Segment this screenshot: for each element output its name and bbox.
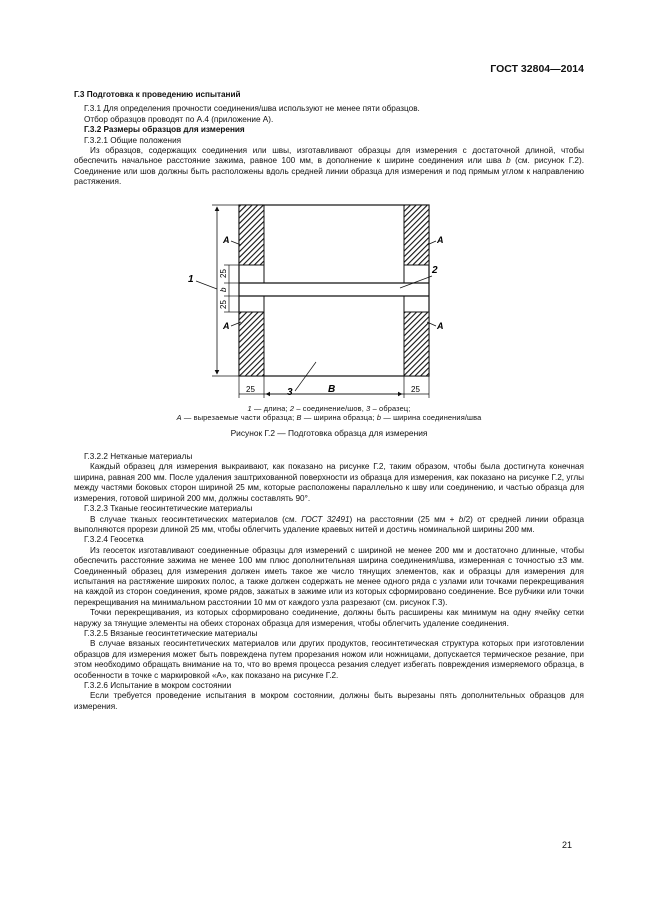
dim-label-bottom-left: 25 [246, 384, 255, 394]
label-a-bottom-left: A [223, 320, 230, 331]
legend-line-1: 1 — длина; 2 – соединение/шов, 3 – образец; [247, 403, 411, 413]
subsection-title-g323: Г.3.2.3 Тканые геосинтетические материалы [84, 504, 253, 514]
cutout-bottom-right [404, 312, 429, 376]
subsection-title-g325: Г.3.2.5 Вязаные геосинтетические материалы [84, 628, 258, 638]
paragraph-g31-a: Г.3.1 Для определения прочности соединения/шва используют не менее пяти образцов. [84, 104, 420, 114]
paragraph-g31-b: Отбор образцов проводят по А.4 (приложение А). [84, 114, 274, 124]
figure-label-1: 1 [188, 273, 194, 285]
subsection-title-g321: Г.3.2.1 Общие положения [84, 135, 182, 145]
paragraph-g323: В случае тканых геосинтетических материалов (см. ГОСТ 32491) на расстоянии (25 мм + b/2) от средней линии образца выполняются прорези длиной 25 мм, чтобы облегчить удаление краевых нитей и достичь номинальной ширины 200 мм. [74, 514, 585, 534]
figure-label-2: 2 [432, 264, 438, 276]
figure-caption: Рисунок Г.2 — Подготовка образца для измерения [230, 427, 428, 438]
specimen-diagram [74, 190, 584, 402]
subsection-title-g324: Г.3.2.4 Геосетка [84, 535, 144, 545]
paragraph-g322: Каждый образец для измерения выкраивают, как показано на рисунке Г.2, таким образом, чтобы была достигнута конечная ширина, равная 200 мм. После удаления заштрихованной поверхности из образца для измерения, как показано на рисунке Г.2, углы между частями боковых сторон шириной 25 мм, которые расположены параллельно к шву или соединению, и частью образца для измерения, готовой шириной 200 мм, должны составлять 90°. [74, 462, 584, 503]
document-header: ГОСТ 32804—2014 [490, 63, 584, 75]
paragraph-g326: Если требуется проведение испытания в мокром состоянии, должны быть вырезаны пять дополнительных образцов для измерения. [74, 691, 584, 711]
dim-label-left-bot: 25 [219, 299, 228, 309]
dim-label-left-top: 25 [219, 268, 228, 278]
cutout-bottom-left [239, 312, 264, 376]
paragraph-g324-2: Точки перекрещивания, из которых сформировано соединение, должны быть расширены как минимум на одну ячейку сетки наружу за тянущие элементы на обеих сторонах образца для измерения, чтобы облегчить удаление соединения. [74, 608, 584, 628]
subsection-title-g32: Г.3.2 Размеры образцов для измерения [84, 125, 245, 135]
dim-label-left-mid: b [219, 287, 228, 292]
figure-label-3: 3 [287, 386, 293, 398]
subsection-title-g326: Г.3.2.6 Испытание в мокром состоянии [84, 681, 232, 690]
paragraph-g324: Из геосеток изготавливают соединенные образцы для измерений с шириной не менее 200 мм и достаточно длинные, чтобы обеспечить расстояние зажима не менее 100 мм плюс дополнительная ширина соединения/шва, измеренная с точностью ±3 мм. Соединенный образец для измерения должен иметь такое же число тянущих элементов, как и образцы для измерения для испытания на растяжение широких полос, а также должен содержать не менее одного ряда с узлами или точками перекрещивания на каждой из сторон соединения, кроме рядов, зажатых в зажиме или из которых сформировано соединение. Все рубчики или точки перекрещивания на минимальном расстоянии 10 мм от каждого узла разрезают (см. рисунок Г.3). [74, 545, 584, 607]
dim-label-b: B [328, 383, 336, 395]
paragraph-g325: В случае вязаных геосинтетических материалов или других продуктов, геосинтетическая структура которых при изготовлении образцов для измерения может быть повреждена путем прорезания ножом или ножницами, допускается термическое резание, при этом необходимо обращать внимание на то, что во время процесса резания следует избегать повреждения измеряемого образца, в особенности в точке с маркировкой «А», как показано на рисунке Г.2. [74, 639, 584, 680]
figure-legend [74, 404, 584, 423]
page-number: 21 [562, 840, 573, 850]
subsection-title-g322: Г.3.2.2 Нетканые материалы [84, 452, 193, 462]
label-a-top-right: A [437, 234, 444, 245]
cutout-top-right [404, 205, 429, 265]
section-title: Г.3 Подготовка к проведению испытаний [74, 90, 241, 99]
specimen-outline [239, 205, 429, 376]
legend-line-2: A — вырезаемые части образца; B — ширина образца; b — ширина соединения/шва [176, 413, 482, 423]
paragraph-g321: Из образцов, содержащих соединения или швы, изготавливают образцы для измерения с достаточной длиной, чтобы обеспечить начальное расстояние зажима, равное 100 мм, в дополнение к ширине соединения или шва b (см. рисунок Г.2). Соединение или шов должны быть расположены вдоль средней линии образца для измерения и под прямым углом к направлению растяжения. [74, 146, 584, 187]
label-a-bottom-right: A [437, 320, 444, 331]
page-content [74, 90, 584, 712]
cutout-top-left [239, 205, 264, 265]
dim-label-bottom-right: 25 [411, 384, 420, 394]
figure-g2 [74, 190, 584, 402]
label-a-top-left: A [223, 234, 230, 245]
